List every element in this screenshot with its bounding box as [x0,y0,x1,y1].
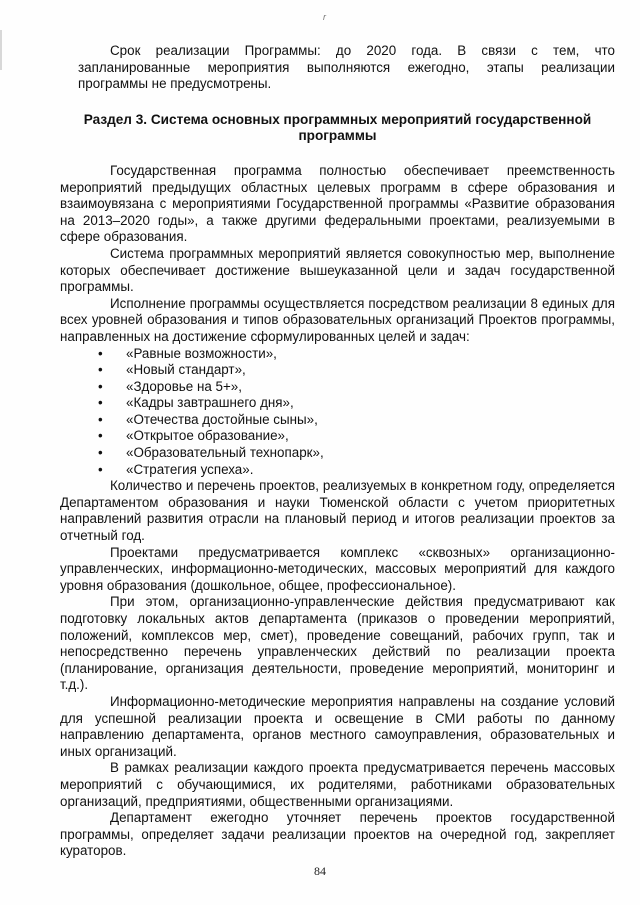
bullet-icon: • [98,378,103,394]
bullet-icon: • [98,461,103,477]
project-name: «Открытое образование», [126,428,289,444]
document-body [60,43,615,860]
bullet-icon: • [98,428,103,444]
paragraph-department-review: Департамент ежегодно уточняет перечень проектов государственной программы, определяет задачи реализации проектов на очередной год, закрепляет кураторов. [60,810,615,859]
bullet-icon: • [98,395,103,411]
bullet-icon: • [98,362,103,378]
list-item [60,346,615,363]
list-item [60,462,615,479]
bullet-icon: • [98,445,103,461]
paragraph-continuity: Государственная программа полностью обеспечивает преемственность мероприятий предыдущих областных целевых программ в сфере образования и взаимоувязана с мероприятиями Государственной программы «Развитие образования на 2013–2020 годы», а также другими федеральными проектами, реализуемыми в сфере образования. [60,162,615,245]
scan-artifact: r [323,12,326,22]
project-name: «Кадры завтрашнего дня», [126,395,294,411]
project-name: «Отечества достойные сыны», [126,411,318,427]
paragraph-execution: Исполнение программы осуществляется посредством реализации 8 единых для всех уровней образования и типов образовательных организаций Проектов программы, направленных на достижение сформулированных целей и задач: [60,295,615,344]
paragraph-project-complex: Проектами предусматривается комплекс «сквозных» организационно-управленческих, информационно-методических, массовых мероприятий для каждого уровня образования (дошкольное, общее, профессиональное). [60,544,615,593]
section-title: Раздел 3. Система основных программных мероприятий государственной программы [83,111,592,144]
paragraph-system: Система программных мероприятий является совокупностью мер, выполнение которых обеспечивает достижение вышеуказанной цели и задач государственной программы. [60,245,615,295]
list-item [60,412,615,429]
paragraph-mass-events: В рамках реализации каждого проекта предусматривается перечень массовых мероприятий с обучающимися, их родителями, работниками образовательных организаций, предприятиями, общественными организациями. [60,760,615,809]
page-number: 84 [314,864,326,878]
paragraph-management-actions: При этом, организационно-управленческие действия предусматривают как подготовку локальных актов департамента (приказов о проведении мероприятий, положений, комплексов мер, смет), проведение совещаний, рабочих групп, так и непосредственно перечень управленческих действий по реализации проекта (планирование, организация деятельности, проведение мероприятий, мониторинг и т.д.). [60,594,615,693]
scan-edge-mark [0,30,2,70]
project-name: «Равные возможности», [126,345,277,361]
project-name: «Стратегия успеха». [126,461,254,477]
intro-paragraph: Срок реализации Программы: до 2020 года. В связи с тем, что запланированные мероприятия выполняются ежегодно, этапы реализации программы не предусмотрены. [78,43,615,92]
bullet-icon: • [98,345,103,361]
project-name: «Здоровье на 5+», [126,378,242,394]
list-item [60,428,615,445]
project-name: «Образовательный технопарк», [126,445,324,461]
paragraph-information-activities: Информационно-методические мероприятия направлены на создание условий для успешной реализации проекта и освещение в СМИ работы по данному направлению департамента, органов местного самоуправления, образовательных и иных организаций. [60,693,615,759]
list-item [60,395,615,412]
paragraph-project-count: Количество и перечень проектов, реализуемых в конкретном году, определяется Департаментом образования и науки Тюменской области с учетом приоритетных направлений развития отрасли на плановый период и итогов реализации проектов за отчетный год. [60,478,615,544]
list-item [60,445,615,462]
list-item [60,362,615,379]
list-item [60,379,615,396]
projects-list [60,346,615,479]
bullet-icon: • [98,411,103,427]
project-name: «Новый стандарт», [126,362,246,378]
